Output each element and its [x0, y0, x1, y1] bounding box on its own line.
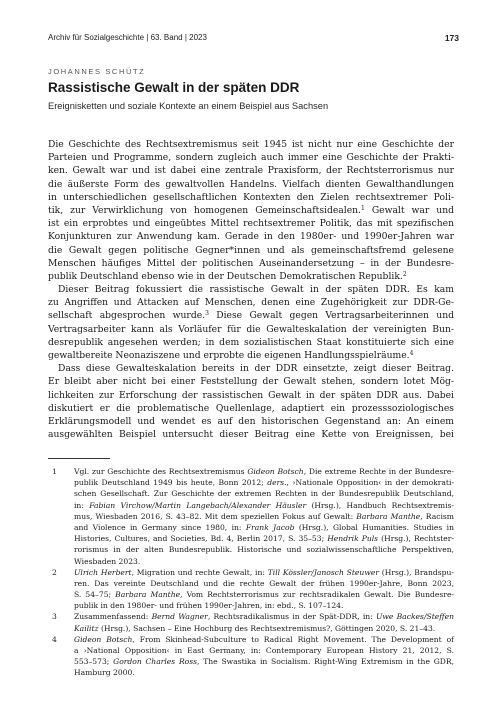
footnote-line: [74, 544, 454, 555]
body-line: die Gewalt gegen politische Gegner*innen und als gemeinschaftsfremd gelesene: [48, 244, 454, 256]
footnote-line: [74, 656, 454, 667]
body-line: ken. Gewalt war und ist dabei eine zentrale Praxisform, der Rechtsterrorismus nur: [48, 165, 454, 177]
cited-author: Uwe Backes/Steffen: [375, 612, 455, 622]
footnotes: [48, 466, 454, 679]
footnote: [48, 567, 454, 612]
body-line: desrepublik angesehen werden; in dem sozialistischen Staat konstituierte sich eine: [48, 336, 454, 348]
body-text-span: publik Deutschland ebenso wie in der Deutschen Demokratischen Republik.: [48, 270, 403, 282]
footnote-text: , Rechtsradikalismus in der Spät-DDR, in:: [207, 612, 376, 622]
footnote-line: [74, 578, 454, 589]
footnote-text: in:: [74, 500, 90, 510]
cited-author: Frank Jacob: [245, 522, 295, 532]
footnote-text: , Vom Rechtsterrorismus zur rechtsradikalen Gewalt. Die Bundesre-: [180, 590, 455, 600]
cited-author: ders.: [267, 478, 287, 488]
author-name: JOHANNES SCHÜTZ: [48, 67, 146, 76]
footnote-text: Vgl. zur Geschichte des Rechtsextremismus: [74, 467, 248, 476]
footnote-number: 4: [52, 634, 57, 644]
body-line: Dieser Beitrag fokussiert die rassistische Gewalt in der späten DDR. Es kam: [58, 284, 454, 296]
footnote-line: [74, 623, 454, 634]
footnote-line: [74, 500, 454, 511]
page-number: 173: [444, 33, 459, 43]
footnote-number: 3: [52, 612, 57, 622]
footnote-line: [74, 522, 454, 533]
footnote-text: S. 54–75;: [74, 590, 116, 600]
cited-author: Hendrik Puls: [327, 534, 379, 544]
footnote-text: (Hrsg.), Sachsen – Eine Hochburg des Rechtsextremismus?, Göttingen 2020, S. 21–43.: [98, 623, 436, 633]
footnote: [48, 634, 454, 679]
journal-info: Archiv für Sozialgeschichte | 63. Band | 2023: [48, 33, 207, 42]
footnote: [48, 466, 454, 567]
footnote-ref: 1: [360, 204, 365, 212]
footnote-text: a ›National Opposition‹ in East Germany, in: Contemporary European History 21, 2012, S.: [74, 646, 454, 655]
footnote-text: (Hrsg.), Handbuch Rechtsextremis-: [306, 500, 454, 510]
body-text-span: sellschaft abgesprochen wurde.: [48, 310, 206, 322]
cited-author: Gideon Botsch: [74, 634, 133, 644]
running-header: [48, 33, 459, 47]
footnote-line: [74, 645, 454, 656]
cited-author: Fabian Virchow/Martin Langebach/Alexander Häusler: [89, 500, 307, 510]
footnote-number: 1: [52, 467, 57, 476]
body-text-span: Gewalt war und: [371, 204, 454, 216]
body-line: lichkeiten zur Erforschung der rassistischen Gewalt in der späten DDR aus. Dabei: [48, 389, 454, 401]
body-line: Parteien und Programme, sondern zugleich auch immer eine Geschichte der Prakti-: [48, 152, 454, 164]
footnote-line: [74, 533, 454, 544]
body-line: ausgewählten Beispiel untersucht dieser Beitrag eine Kette von Ereignissen, bei: [48, 429, 454, 441]
footnote-line: [74, 667, 454, 678]
footnote-text: publik Deutschland 1949 bis heute, Bonn 2012;: [74, 478, 268, 488]
footnote-text: mus, Wiesbaden 2016, S. 43–82. Mit dem speziellen Fokus auf Gewalt:: [74, 511, 357, 521]
footnote: [48, 611, 454, 633]
footnote-text: schen Gesellschaft. Zur Geschichte der extremen Rechten in der Bundesrepublik Deutschland,: [74, 489, 454, 499]
footnote-ref: 4: [409, 350, 414, 357]
footnote-text: , ›Nationale Opposition‹ in der demokrati-: [286, 478, 454, 488]
body-line: die äußerste Form des gewaltvollen Handelns. Vielfach dienten Gewalthandlungen: [48, 178, 454, 190]
body-line: [48, 204, 454, 217]
footnote-line: [74, 611, 454, 622]
footnote-line: [74, 466, 454, 477]
footnote-divider: [48, 458, 110, 459]
body-line: ist ein erprobtes und eingeübtes Mittel rechtsextremer Politik, das mit spezifischen: [48, 218, 454, 230]
footnote-text: (Hrsg.), Global Humanities. Studies in: [294, 522, 454, 532]
footnote-text: Zusammenfassend:: [74, 612, 152, 622]
footnote-line: [74, 556, 454, 567]
body-text-span: Diese Gewalt gegen Vertragsarbeiterinnen und: [216, 310, 454, 322]
footnote-ref: 3: [205, 310, 209, 318]
footnote-text: , Die extreme Rechte in der Bundesre-: [303, 467, 454, 476]
footnote-text: , From Skinhead-Subculture to Radical Right Movement. The Development of: [132, 634, 454, 644]
footnote-line: [74, 567, 454, 578]
cited-author: Barbara Manthe: [356, 511, 421, 521]
body-text-span: gewaltbereite Neonaziszene und erprobte die eigenen Handlungsspielräume.: [48, 350, 410, 361]
cited-author: Gordon Charles Ross: [113, 657, 198, 667]
body-line: Konjunkturen zur Anwendung kam. Gerade in den 1980er- und 1990er-Jahren war: [48, 231, 454, 243]
body-line: Menschen häufiges Mittel der politischen Auseinandersetzung – in der Bundesre-: [48, 257, 454, 269]
footnote-text: , The Swastika in Socialism. Right-Wing Extremism in the GDR,: [197, 657, 454, 667]
body-text-span: tik, zur Verwirklichung von homogenen Gemeinschaftsidealen.: [48, 204, 361, 216]
body-line: zu Angriffen und Attacken auf Menschen, denen eine Zugehörigkeit zur DDR-Ge-: [48, 297, 454, 309]
body-line: in unterschiedlichen gesellschaftlichen Kontexten den Zielen rechtsextremer Poli-: [48, 191, 454, 203]
footnote-line: [74, 634, 454, 645]
footnote-line: [74, 511, 454, 522]
cited-author: Barbara Manthe: [115, 590, 181, 600]
body-line: [48, 349, 454, 362]
footnote-text: Hamburg 2000.: [74, 668, 135, 678]
footnote-line: [74, 477, 454, 488]
body-line: Dass diese Gewalteskalation bereits in der DDR einsetzte, zeigt dieser Beitrag.: [58, 363, 454, 375]
body-line: [48, 270, 454, 283]
article-subtitle: Ereignisketten und soziale Kontexte an einem Beispiel aus Sachsen: [48, 101, 329, 111]
footnote-text: Wiesbaden 2023.: [74, 556, 141, 566]
body-text: [48, 138, 454, 441]
cited-author: Ulrich Herbert: [74, 567, 132, 577]
body-line: Vertragsarbeiter kann als Vorläufer für die Gewalteskalation der vereinigten Bun-: [48, 323, 454, 335]
cited-author: Till Kössler/Janosch Steuwer: [267, 567, 379, 577]
footnote-text: rorismus in der alten Bundesrepublik. Historische und sozialwissenschaftliche Perspektiven,: [74, 545, 454, 555]
footnote-text: , Racism: [420, 511, 455, 521]
footnote-text: (Hrsg.), Brandspu-: [378, 567, 454, 577]
footnote-line: [74, 589, 454, 600]
footnote-number: 2: [52, 567, 57, 577]
footnote-text: publik in den 1980er- und frühen 1990er-Jahren, in: ebd., S. 107–124.: [74, 601, 344, 611]
footnote-text: Histories, Cultures, and Societies, Bd. 4, Berlin 2017, S. 35–53;: [74, 534, 328, 544]
footnote-text: (Hrsg.), Rechtster-: [378, 534, 454, 544]
footnote-line: [74, 600, 454, 611]
footnote-text: ren. Das vereinte Deutschland und die rechte Gewalt der frühen 1990er-Jahre, Bonn 2023,: [74, 578, 454, 588]
body-line: Die Geschichte des Rechtsextremismus seit 1945 ist nicht nur eine Geschichte der: [48, 139, 454, 150]
body-line: Erklärungsmodell und wendet es auf den historischen Gegenstand an: An einem: [48, 415, 454, 427]
footnote-text: and Violence in Germany since 1980, in:: [74, 522, 246, 532]
body-line: [48, 309, 454, 322]
cited-author: Kailitz: [74, 623, 99, 633]
footnote-text: 553–573;: [74, 657, 114, 667]
cited-author: Gideon Botsch: [247, 467, 304, 476]
article-title: Rassistische Gewalt in der späten DDR: [48, 80, 300, 95]
footnote-ref: 2: [402, 270, 407, 278]
body-line: Er bleibt aber nicht bei einer Feststellung der Gewalt stehen, sondern lotet Mög-: [48, 376, 454, 388]
footnote-text: , Migration und rechte Gewalt, in:: [131, 567, 268, 577]
body-line: diskutiert er die problematische Quellenlage, adaptiert ein prozesssoziologisches: [48, 402, 454, 414]
cited-author: Bernd Wagner: [151, 612, 208, 622]
footnote-line: [74, 488, 454, 499]
